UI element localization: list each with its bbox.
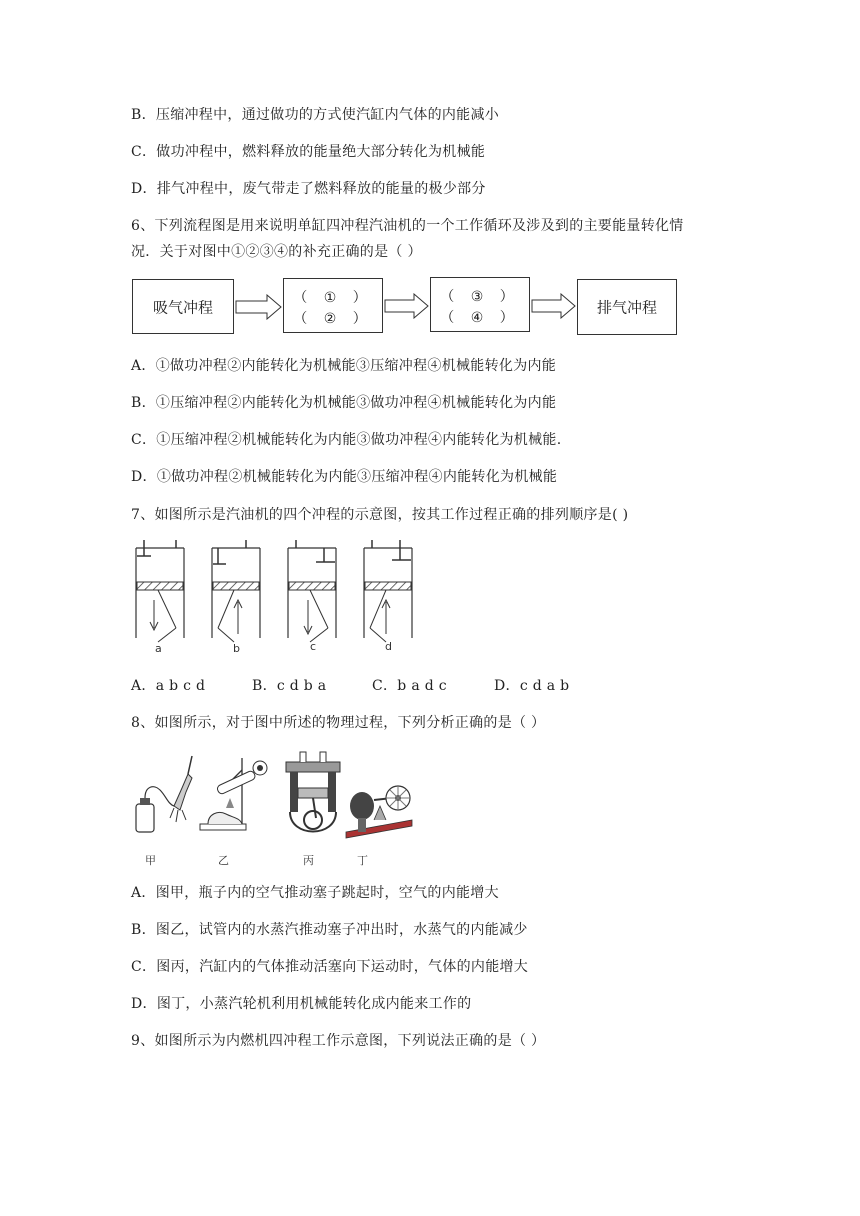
q7-option-b: B．c d b a: [252, 678, 327, 694]
engine-a: [136, 540, 184, 642]
figure-jia: [136, 756, 192, 832]
q6-stem-line2: 况．关于对图中①②③④的补充正确的是（ ）: [131, 244, 422, 260]
engine-b: [212, 540, 260, 642]
engine-label-a: a: [155, 642, 162, 655]
flow-box-12: [283, 278, 383, 333]
q8-figure: [130, 748, 415, 840]
engine-c: [288, 540, 336, 642]
q5-option-d: D．排气冲程中，废气带走了燃料释放的能量的极少部分: [131, 181, 486, 197]
engine-label-d: d: [385, 640, 392, 653]
q7-stem: 7、如图所示是汽油机的四个冲程的示意图，按其工作过程正确的排列顺序是( ): [131, 507, 629, 523]
engine-label-c: c: [310, 640, 317, 653]
engine-d: [364, 540, 412, 642]
flow-box-34: [430, 277, 530, 332]
q6-option-a: A．①做功冲程②内能转化为机械能③压缩冲程④机械能转化为内能: [131, 358, 557, 374]
flow-box-exhaust: [577, 279, 677, 335]
q6-option-d: D．①做功冲程②机械能转化为内能③压缩冲程④内能转化为机械能: [131, 469, 558, 485]
flow-arrow-2: [384, 293, 430, 319]
q7-option-a: A．a b c d: [131, 678, 206, 694]
flow-box-intake: [132, 279, 234, 334]
figure-yi: [200, 758, 267, 830]
flow-slot-4: （ ④ ）: [440, 310, 520, 326]
q5-option-c: C．做功冲程中，燃料释放的能量绝大部分转化为机械能: [131, 144, 486, 160]
q9-stem: 9、如图所示为内燃机四冲程工作示意图，下列说法正确的是（ ）: [131, 1033, 546, 1049]
q8-option-d: D．图丁，小蒸汽轮机利用机械能转化成内能来工作的: [131, 996, 472, 1012]
flow-arrow-3: [531, 293, 577, 319]
flow-arrow-1: [235, 294, 283, 320]
flow-slot-3: （ ③ ）: [440, 289, 520, 305]
q8-stem: 8、如图所示，对于图中所述的物理过程，下列分析正确的是（ ）: [131, 715, 546, 731]
q5-option-b: B．压缩冲程中，通过做功的方式使汽缸内气体的内能减小: [131, 107, 500, 123]
q8-option-a: A．图甲，瓶子内的空气推动塞子跳起时，空气的内能增大: [131, 885, 499, 901]
figure-label-bing: 丙: [303, 854, 314, 867]
q6-option-c: C．①压缩冲程②机械能转化为内能③做功冲程④内能转化为机械能.: [131, 432, 562, 448]
flow-intake-label: 吸气冲程: [152, 298, 213, 316]
figure-label-jia: 甲: [145, 854, 156, 867]
q7-option-d: D．c d a b: [494, 678, 570, 694]
q7-option-c: C．b a d c: [372, 678, 447, 694]
q6-option-b: B．①压缩冲程②内能转化为机械能③做功冲程④机械能转化为内能: [131, 395, 557, 411]
figure-label-yi: 乙: [218, 854, 229, 867]
q8-option-c: C．图丙，汽缸内的气体推动活塞向下运动时，气体的内能增大: [131, 959, 529, 975]
q6-stem-line1: 6、下列流程图是用来说明单缸四冲程汽油机的一个工作循环及涉及到的主要能量转化情: [131, 218, 684, 234]
figure-label-ding: 丁: [357, 854, 368, 867]
flow-slot-1: （ ① ）: [293, 290, 373, 306]
q8-option-b: B．图乙，试管内的水蒸汽推动塞子冲出时，水蒸气的内能减少: [131, 922, 528, 938]
q7-engine-figure: [128, 538, 428, 658]
figure-ding: [346, 786, 412, 838]
engine-label-b: b: [233, 642, 240, 655]
figure-bing: [286, 752, 340, 832]
flow-exhaust-label: 排气冲程: [596, 298, 657, 317]
flow-slot-2: （ ② ）: [293, 311, 373, 327]
